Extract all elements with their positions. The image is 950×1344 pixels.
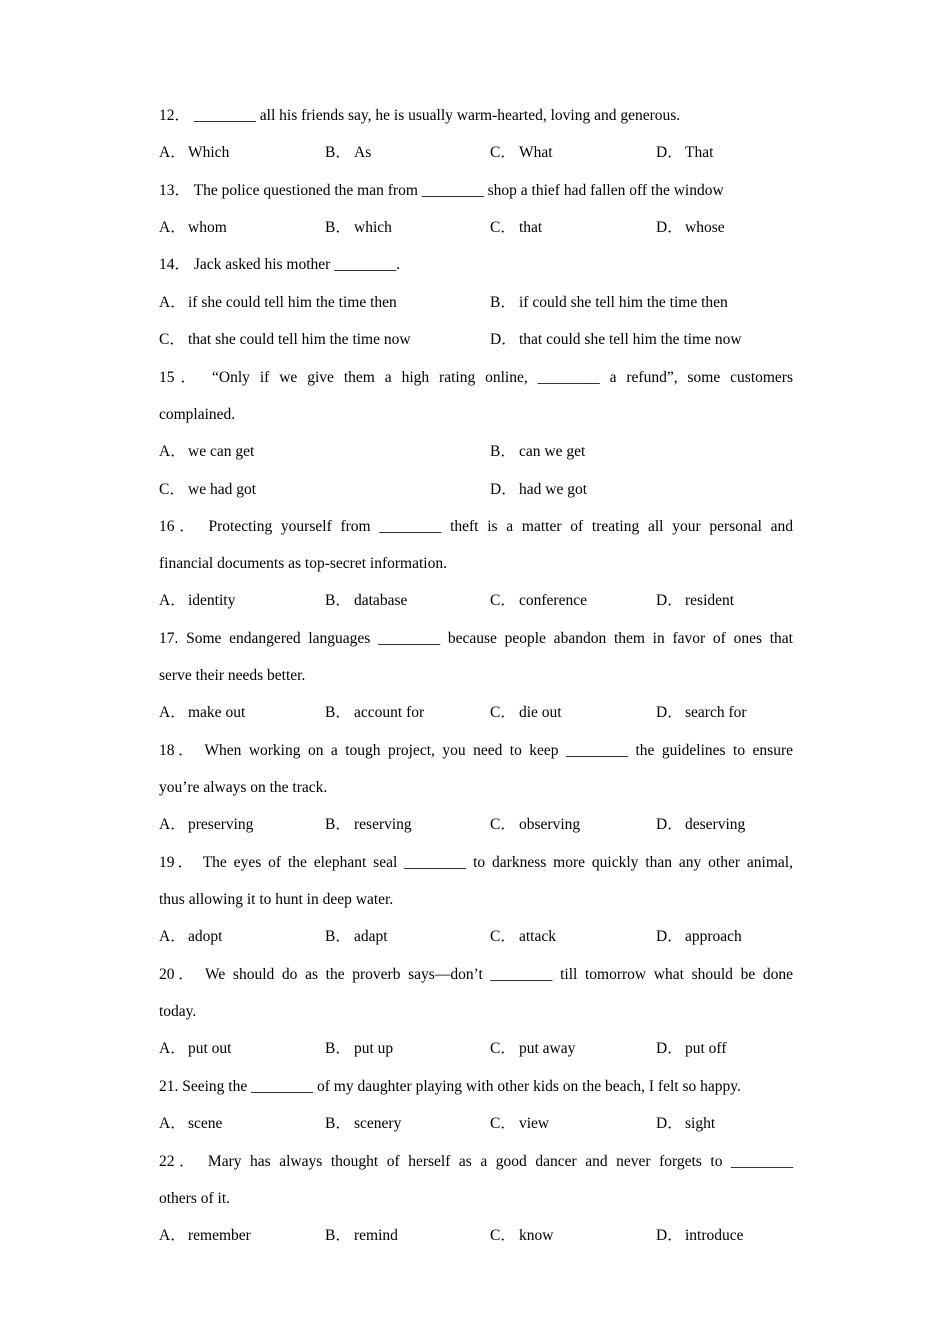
option-b: B． As [325, 144, 372, 161]
option-b: B． if could she tell him the time then [490, 294, 728, 311]
question-13-options [159, 217, 793, 239]
question-17-options [159, 702, 793, 724]
question-15-stem-cont: complained. [159, 406, 236, 423]
question-13-stem: 13． The police questioned the man from ________ shop a thief had fallen off the window [159, 182, 724, 199]
question-20-stem-cont: today. [159, 1003, 197, 1020]
question-16-stem: 16． Protecting yourself from ________ theft is a matter of treating all your personal and [159, 518, 793, 535]
option-d: D． deserving [656, 816, 746, 833]
question-20-options [159, 1038, 793, 1060]
question-20-stem: 20． We should do as the proverb says—don’t ________ till tomorrow what should be done [159, 966, 793, 983]
option-c: C． conference [490, 592, 587, 609]
question-17-stem: 17. Some endangered languages ________ because people abandon them in favor of ones that [159, 630, 793, 647]
option-a: A． Which [159, 144, 230, 161]
option-c: C． we had got [159, 481, 257, 498]
question-14-options-row1 [159, 292, 793, 314]
question-18-stem: 18． When working on a tough project, you need to keep ________ the guidelines to ensure [159, 742, 793, 759]
option-a: A． preserving [159, 816, 254, 833]
option-c: C． view [490, 1115, 550, 1132]
option-c: C． What [490, 144, 553, 161]
option-a: A． scene [159, 1115, 223, 1132]
question-22-options [159, 1225, 793, 1247]
question-22-stem: 22． Mary has always thought of herself as a good dancer and never forgets to ________ [159, 1153, 793, 1170]
question-16-stem-cont: financial documents as top-secret information. [159, 555, 447, 572]
option-a: A． if she could tell him the time then [159, 294, 397, 311]
option-a: A． we can get [159, 443, 255, 460]
option-b: B． reserving [325, 816, 412, 833]
option-b: B． which [325, 219, 392, 236]
question-17-stem-cont: serve their needs better. [159, 667, 306, 684]
option-a: A． remember [159, 1227, 251, 1244]
question-14-stem: 14． Jack asked his mother ________. [159, 256, 401, 273]
option-c: C． that [490, 219, 543, 236]
option-d: D． that could she tell him the time now [490, 331, 742, 348]
option-a: A． identity [159, 592, 236, 609]
question-15-stem: 15． “Only if we give them a high rating online, ________ a refund”, some customers [159, 369, 794, 386]
option-b: B． database [325, 592, 408, 609]
option-b: B． remind [325, 1227, 398, 1244]
question-19-stem: 19． The eyes of the elephant seal ________ to darkness more quickly than any other animal, [159, 854, 793, 871]
option-d: D． That [656, 144, 714, 161]
option-b: B． scenery [325, 1115, 402, 1132]
question-15-options-row2 [159, 479, 793, 501]
option-b: B． account for [325, 704, 425, 721]
option-c: C． that she could tell him the time now [159, 331, 411, 348]
question-12-options [159, 142, 793, 164]
question-21-stem: 21. Seeing the ________ of my daughter playing with other kids on the beach, I felt so happy. [159, 1078, 741, 1095]
question-14-options-row2 [159, 329, 793, 351]
question-21-options [159, 1113, 793, 1135]
option-d: D． whose [656, 219, 725, 236]
option-c: C． die out [490, 704, 562, 721]
question-16-options [159, 590, 793, 612]
option-a: A． put out [159, 1040, 232, 1057]
option-d: D． sight [656, 1115, 716, 1132]
option-a: A． adopt [159, 928, 223, 945]
option-c: C． attack [490, 928, 557, 945]
question-12-stem: 12． ________ all his friends say, he is usually warm-hearted, loving and generous. [159, 107, 681, 124]
option-d: D． had we got [490, 481, 588, 498]
option-a: A． whom [159, 219, 227, 236]
option-d: D． resident [656, 592, 735, 609]
option-d: D． put off [656, 1040, 727, 1057]
option-d: D． search for [656, 704, 747, 721]
question-22-stem-cont: others of it. [159, 1190, 231, 1207]
option-c: C． know [490, 1227, 554, 1244]
option-c: C． put away [490, 1040, 576, 1057]
question-15-options-row1 [159, 441, 793, 463]
option-a: A． make out [159, 704, 246, 721]
option-c: C． observing [490, 816, 581, 833]
question-18-options [159, 814, 793, 836]
option-d: D． introduce [656, 1227, 744, 1244]
question-18-stem-cont: you’re always on the track. [159, 779, 328, 796]
option-b: B． put up [325, 1040, 394, 1057]
option-b: B． adapt [325, 928, 388, 945]
option-b: B． can we get [490, 443, 586, 460]
question-19-stem-cont: thus allowing it to hunt in deep water. [159, 891, 394, 908]
option-d: D． approach [656, 928, 742, 945]
question-19-options [159, 926, 793, 948]
